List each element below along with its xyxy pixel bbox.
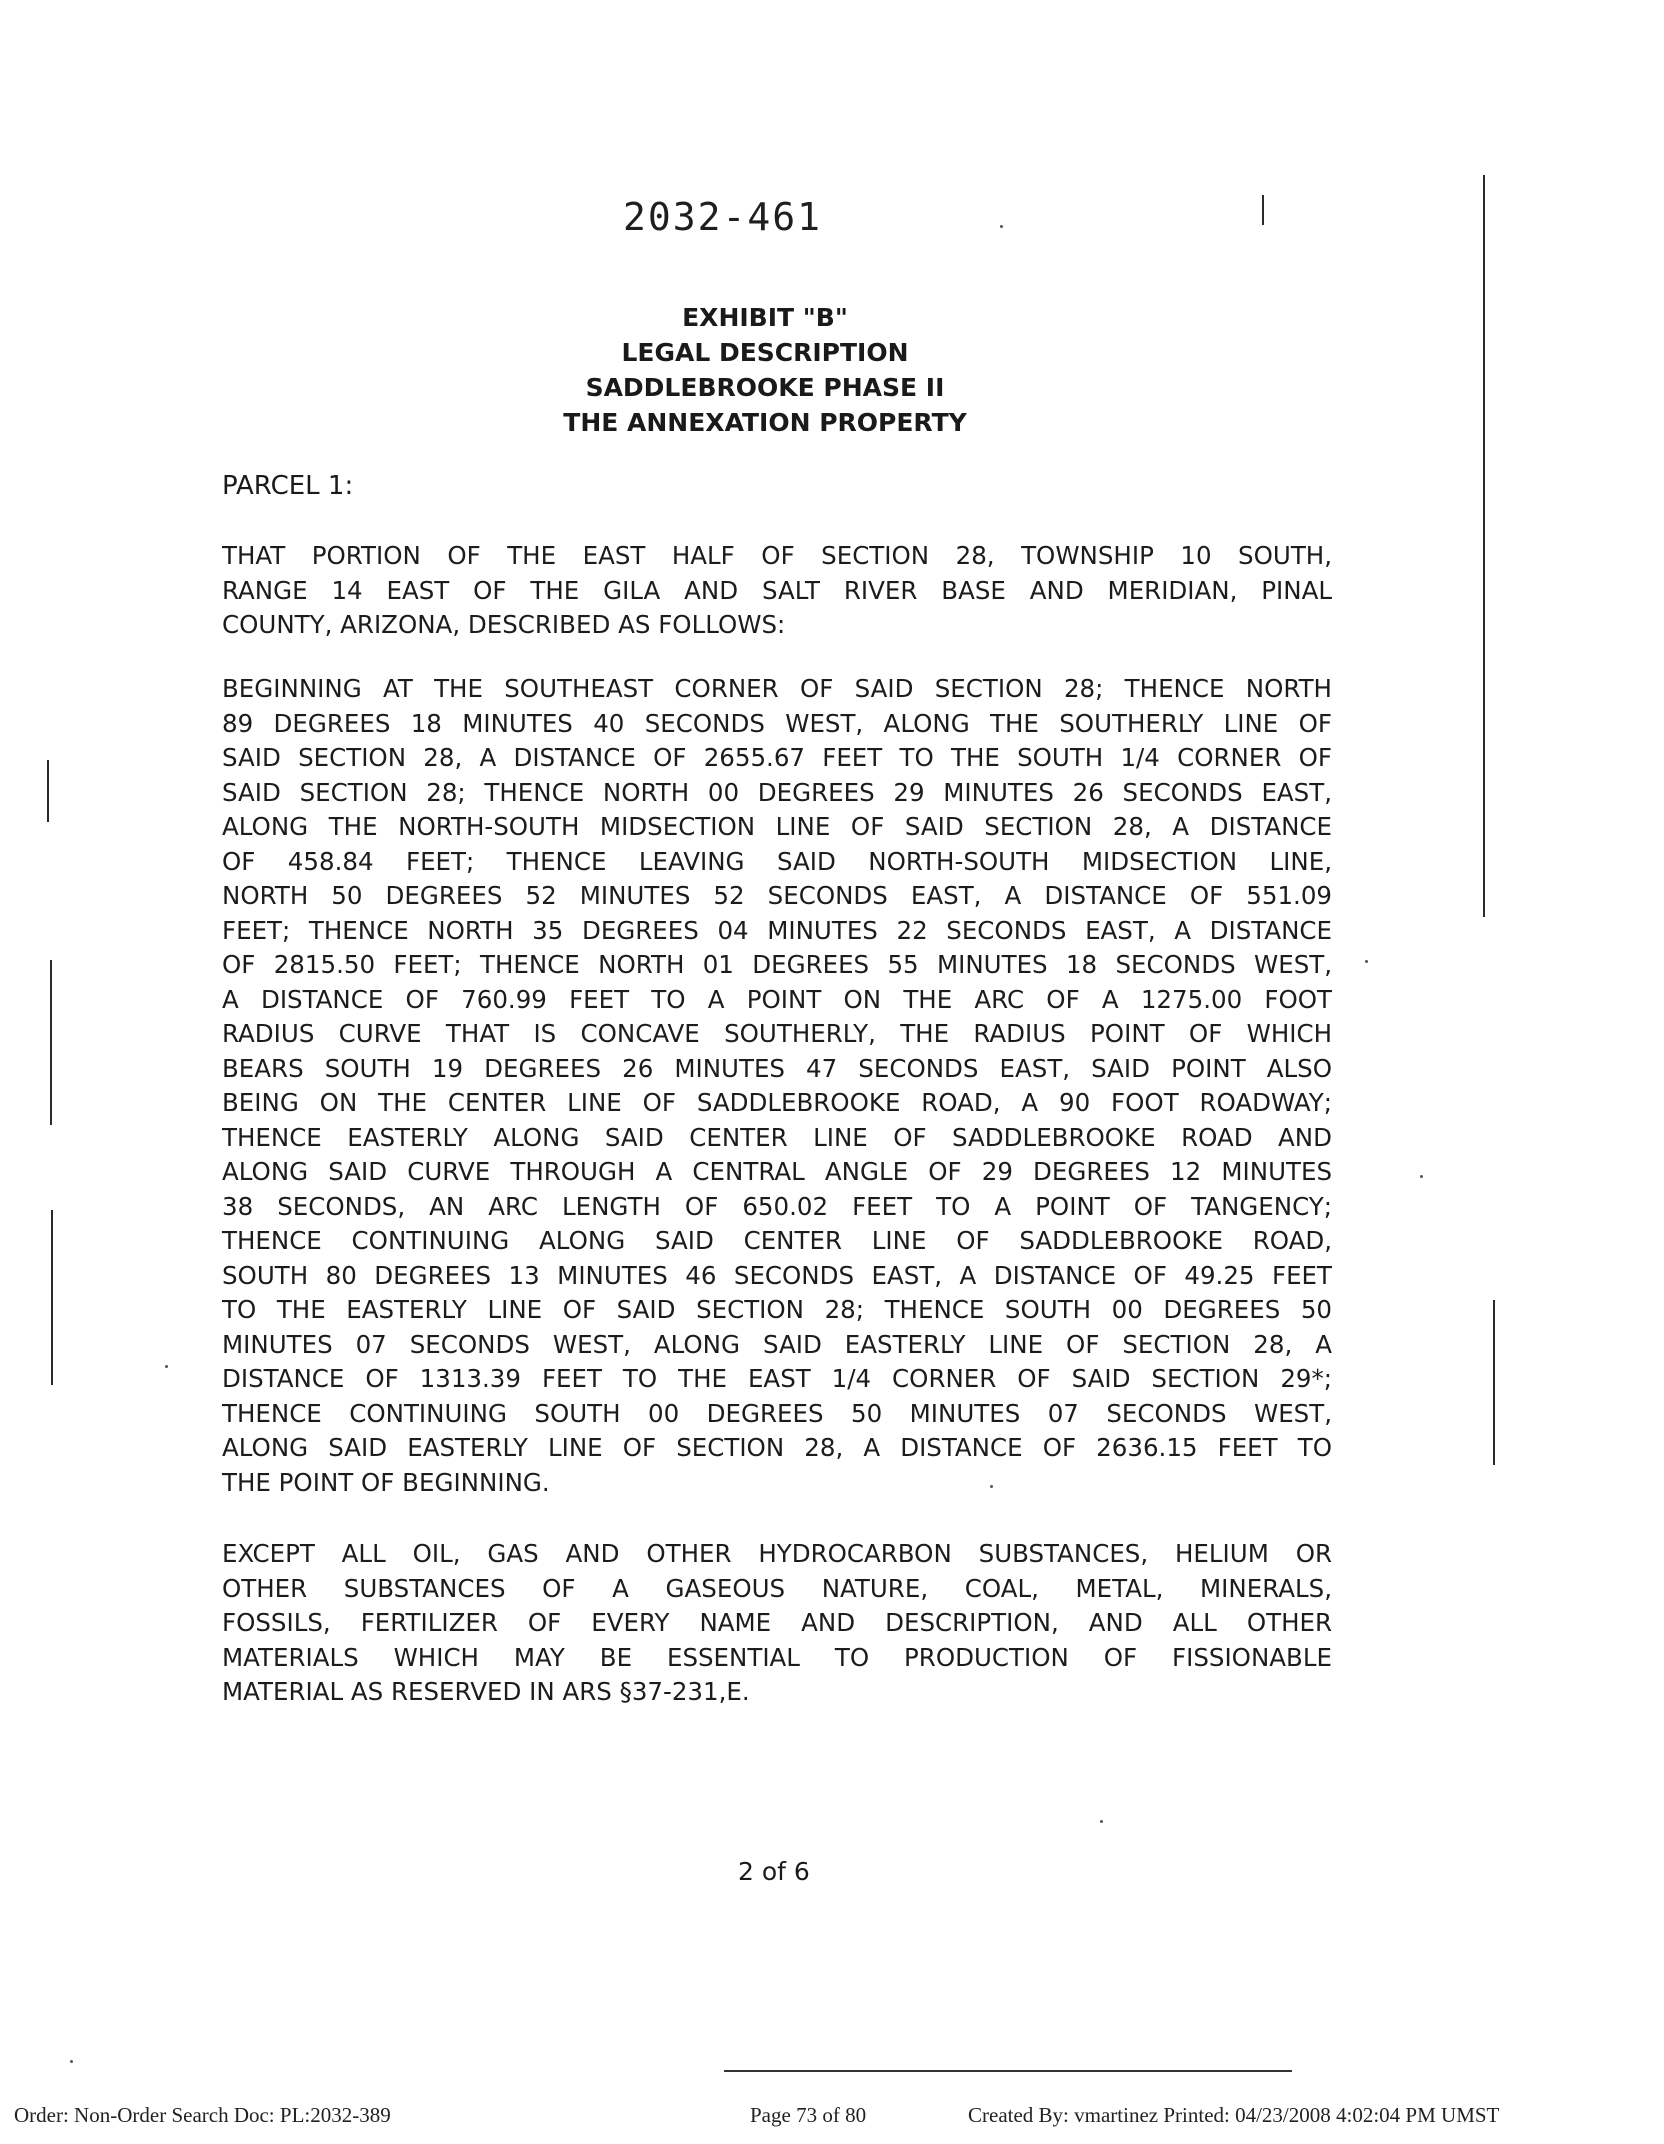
- paragraph-line: NORTH 50 DEGREES 52 MINUTES 52 SECONDS EAST, A DISTANCE OF 551.09: [222, 881, 1332, 910]
- paragraph-line: THAT PORTION OF THE EAST HALF OF SECTION 28, TOWNSHIP 10 SOUTH,: [222, 541, 1332, 570]
- scan-artifact-speck: [70, 2060, 73, 2063]
- paragraph-line: THENCE CONTINUING ALONG SAID CENTER LINE OF SADDLEBROOKE ROAD,: [222, 1226, 1332, 1255]
- paragraph-line: EXCEPT ALL OIL, GAS AND OTHER HYDROCARBON SUBSTANCES, HELIUM OR: [222, 1539, 1332, 1568]
- scan-artifact-line: [50, 960, 52, 1125]
- exhibit-heading: [540, 300, 990, 440]
- parcel-intro-paragraph: [222, 539, 1332, 643]
- paragraph-line: OF 458.84 FEET; THENCE LEAVING SAID NORTH-SOUTH MIDSECTION LINE,: [222, 846, 1332, 876]
- paragraph-line: OF 2815.50 FEET; THENCE NORTH 01 DEGREES 55 MINUTES 18 SECONDS WEST,: [222, 950, 1332, 979]
- paragraph-line: FEET; THENCE NORTH 35 DEGREES 04 MINUTES 22 SECONDS EAST, A DISTANCE: [222, 915, 1332, 945]
- scan-artifact-speck: [1100, 1820, 1103, 1823]
- parcel-label: PARCEL 1:: [222, 471, 354, 501]
- paragraph-line: MATERIAL AS RESERVED IN ARS §37-231,E.: [222, 1677, 750, 1706]
- paragraph-line: THENCE CONTINUING SOUTH 00 DEGREES 50 MINUTES 07 SECONDS WEST,: [222, 1398, 1332, 1428]
- heading-line: EXHIBIT "B": [682, 303, 848, 332]
- paragraph-line: SAID SECTION 28; THENCE NORTH 00 DEGREES 29 MINUTES 26 SECONDS EAST,: [222, 777, 1332, 807]
- paragraph-line: DISTANCE OF 1313.39 FEET TO THE EAST 1/4 CORNER OF SAID SECTION 29*;: [222, 1364, 1332, 1393]
- paragraph-line: SAID SECTION 28, A DISTANCE OF 2655.67 FEET TO THE SOUTH 1/4 CORNER OF: [222, 743, 1332, 772]
- scan-artifact-speck: [1000, 225, 1003, 228]
- paragraph-line: RANGE 14 EAST OF THE GILA AND SALT RIVER BASE AND MERIDIAN, PINAL: [222, 575, 1332, 605]
- paragraph-line: ALONG SAID CURVE THROUGH A CENTRAL ANGLE OF 29 DEGREES 12 MINUTES: [222, 1157, 1332, 1186]
- paragraph-line: OTHER SUBSTANCES OF A GASEOUS NATURE, COAL, METAL, MINERALS,: [222, 1573, 1332, 1603]
- metes-and-bounds-paragraph: [222, 672, 1332, 1500]
- footer-rule: [724, 2070, 1292, 2072]
- scan-artifact-line: [1483, 175, 1485, 917]
- heading-line: THE ANNEXATION PROPERTY: [563, 408, 967, 437]
- mineral-reservation-paragraph: [222, 1537, 1332, 1710]
- scan-artifact-line: [51, 1210, 53, 1385]
- paragraph-line: COUNTY, ARIZONA, DESCRIBED AS FOLLOWS:: [222, 610, 786, 639]
- footer-page-count: Page 73 of 80: [750, 2103, 867, 2127]
- scan-artifact-speck: [990, 1485, 993, 1488]
- paragraph-line: 89 DEGREES 18 MINUTES 40 SECONDS WEST, ALONG THE SOUTHERLY LINE OF: [222, 708, 1332, 738]
- footer-print-info: Created By: vmartinez Printed: 04/23/2008 4:02:04 PM UMST: [968, 2103, 1500, 2127]
- paragraph-line: ALONG SAID EASTERLY LINE OF SECTION 28, A DISTANCE OF 2636.15 FEET TO: [222, 1433, 1332, 1462]
- paragraph-line: THE POINT OF BEGINNING.: [222, 1467, 550, 1497]
- scan-artifact-line: [1262, 195, 1264, 225]
- paragraph-line: 38 SECONDS, AN ARC LENGTH OF 650.02 FEET TO A POINT OF TANGENCY;: [222, 1191, 1332, 1221]
- paragraph-line: THENCE EASTERLY ALONG SAID CENTER LINE OF SADDLEBROOKE ROAD AND: [222, 1122, 1332, 1152]
- paragraph-line: A DISTANCE OF 760.99 FEET TO A POINT ON THE ARC OF A 1275.00 FOOT: [222, 984, 1332, 1014]
- scan-artifact-speck: [165, 1365, 168, 1368]
- scan-artifact-line: [47, 760, 49, 822]
- scan-artifact-speck: [1365, 960, 1368, 963]
- paragraph-line: BEING ON THE CENTER LINE OF SADDLEBROOKE ROAD, A 90 FOOT ROADWAY;: [222, 1088, 1332, 1117]
- paragraph-line: ALONG THE NORTH-SOUTH MIDSECTION LINE OF SAID SECTION 28, A DISTANCE: [222, 812, 1332, 841]
- paragraph-line: MINUTES 07 SECONDS WEST, ALONG SAID EASTERLY LINE OF SECTION 28, A: [222, 1329, 1332, 1359]
- page-indicator: 2 of 6: [738, 1857, 810, 1886]
- paragraph-line: TO THE EASTERLY LINE OF SAID SECTION 28; THENCE SOUTH 00 DEGREES 50: [222, 1295, 1332, 1324]
- paragraph-line: BEARS SOUTH 19 DEGREES 26 MINUTES 47 SECONDS EAST, SAID POINT ALSO: [222, 1053, 1332, 1083]
- scan-artifact-line: [1493, 1300, 1495, 1465]
- footer-order-info: Order: Non-Order Search Doc: PL:2032-389: [14, 2103, 391, 2127]
- heading-line: SADDLEBROOKE PHASE II: [585, 373, 945, 402]
- document-number: 2032-461: [623, 195, 823, 239]
- paragraph-line: MATERIALS WHICH MAY BE ESSENTIAL TO PRODUCTION OF FISSIONABLE: [222, 1642, 1332, 1672]
- scan-artifact-speck: [1420, 1175, 1423, 1178]
- paragraph-line: RADIUS CURVE THAT IS CONCAVE SOUTHERLY, THE RADIUS POINT OF WHICH: [222, 1019, 1332, 1048]
- paragraph-line: BEGINNING AT THE SOUTHEAST CORNER OF SAID SECTION 28; THENCE NORTH: [222, 674, 1332, 703]
- paragraph-line: SOUTH 80 DEGREES 13 MINUTES 46 SECONDS EAST, A DISTANCE OF 49.25 FEET: [222, 1260, 1332, 1290]
- heading-line: LEGAL DESCRIPTION: [621, 338, 909, 367]
- paragraph-line: FOSSILS, FERTILIZER OF EVERY NAME AND DESCRIPTION, AND ALL OTHER: [222, 1608, 1332, 1637]
